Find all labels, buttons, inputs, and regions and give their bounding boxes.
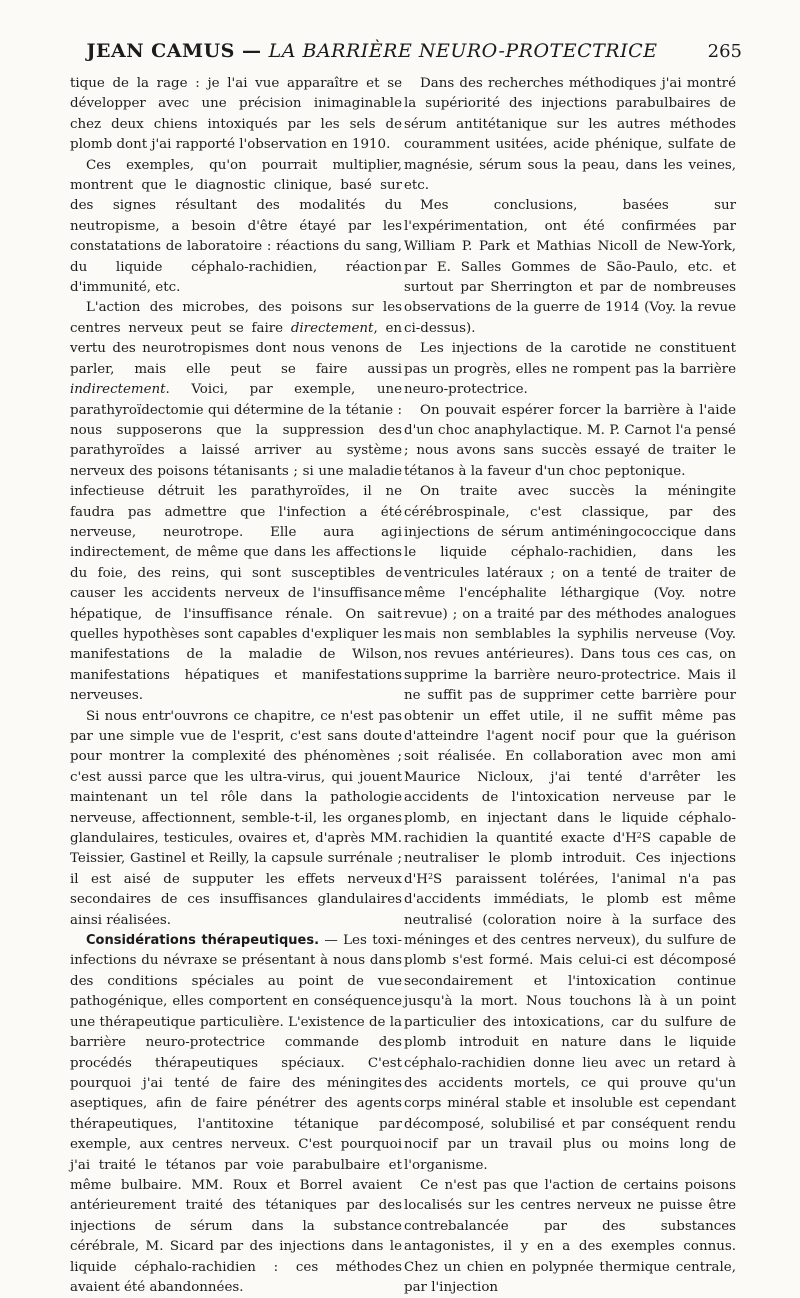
paragraph-antagonists: Ce n'est pas que l'action de certains poisons localisés sur les centres nerveux ne puisse être contrebalancée par des substances antagonistes, il y en a des exemples connus. Chez un chien en polypnée thermique centrale, par l'injection: [404, 1177, 736, 1295]
right-column: [404, 74, 736, 1298]
article-title: LA BARRIÈRE NEURO-PROTECTRICE: [268, 40, 658, 62]
running-header: [62, 40, 742, 74]
running-title: [62, 40, 682, 62]
emphasis-indirectement: indirectement: [70, 382, 166, 398]
section-heading-therapeutiques: Considérations thérapeutiques.: [86, 933, 320, 949]
author-name: JEAN CAMUS: [86, 40, 235, 62]
paragraph-ultra-virus: Si nous entr'ouvrons ce chapitre, ce n'est pas par une simple vue de l'esprit, c'est sans doute pour montrer la complexité des phénomènes ; c'est aussi parce que les ultra-virus, qui jouent maintenant un tel rôle dans la pathologie nerveuse, affectionnent, semble-t-il, les organes glandulaires, testicules, ovaires et, d'après MM. Teissier, Gastinel et Reilly, la capsule surrénale ; il est aisé de supputer les effets nerveux secondaires de ces insuffisances glandulaires ainsi réalisées.: [70, 708, 402, 928]
title-separator: —: [234, 40, 269, 62]
paragraph-conclusions: Mes conclusions, basées sur l'expérimentation, ont été confirmées par William P. Park et Mathias Nicoll de New-York, par E. Salles Gommes de São-Paulo, etc. et surtout par Sherrington et par de nombreuses observations de la guerre de 1914 (Voy. la revue ci-dessus).: [404, 198, 736, 336]
page-number: 265: [707, 41, 742, 62]
paragraph-parabulbar-injections: Dans des recherches méthodiques j'ai montré la supériorité des injections parabulbaires de sérum antitétanique sur les autres méthodes couramment usitées, acide phénique, sulfate de magnésie, sérum sous la peau, dans les veines, etc.: [404, 76, 736, 194]
paragraph-examples: Ces exemples, qu'on pourrait multiplier, montrent que le diagnostic clinique, basé sur des signes résultant des modalités du neutropisme, a besoin d'être étayé par les constatations de laboratoire : réactions du sang, du liquide céphalo-rachidien, réaction d'immunité, etc.: [70, 157, 402, 296]
paragraph-rage-continuation: tique de la rage : je l'ai vue apparaître et se développer avec une précision inimaginable chez deux chiens intoxiqués par les sels de plomb dont j'ai rapporté l'observation en 1910.: [70, 76, 402, 153]
paragraph-anaphylactic-shock: On pouvait espérer forcer la barrière à l'aide d'un choc anaphylactique. M. P. Carnot l'a pensé ; nous avons sans succès essayé de traiter le tétanos à la faveur d'un choc peptonique.: [404, 402, 736, 479]
paragraph-carotid: Les injections de la carotide ne constituent pas un progrès, elles ne rompent pas la barrière neuro-protectrice.: [404, 341, 736, 398]
paragraph-microbes-action: L'action des microbes, des poisons sur les centres nerveux peut se faire directement, en vertu des neurotropismes dont nous venons de parler, mais elle peut se faire aussi indirectement. Voici, par exemple, une parathyroïdectomie qui détermine de la tétanie : nous supposerons que la suppression des parathyroïdes a laissé arriver au système nerveux des poisons tétanisants ; si une maladie infectieuse détruit les parathyroïdes, il ne faudra pas admettre que l'infection a été nerveuse, neurotrope. Elle aura agi indirectement, de même que dans les affections du foie, des reins, qui sont susceptibles de causer les accidents nerveux de l'insuffisance hépatique, de l'insuffisance rénale. On sait quelles hypothèses sont capables d'expliquer les manifestations de la maladie de Wilson, manifestations hépatiques et manifestations nerveuses.: [70, 300, 403, 704]
left-column: [70, 74, 402, 1298]
paragraph-therapeutic-considerations: Considérations thérapeutiques. — Les toxi-infections du névraxe se présentant à nous dans des conditions spéciales au point de vue pathogénique, elles comportent en conséquence une thérapeutique particulière. L'existence de la barrière neuro-protectrice commande des procédés thérapeutiques spéciaux. C'est pourquoi j'ai tenté de faire des méningites aseptiques, afin de faire pénétrer des agents thérapeutiques, l'antitoxine tétanique par exemple, aux centres nerveux. C'est pourquoi j'ai traité le tétanos par voie parabulbaire et même bulbaire. MM. Roux et Borrel avaient antérieurement traité des tétaniques par des injections de sérum dans la substance cérébrale, M. Sicard par des injections dans le liquide céphalo-rachidien : ces méthodes avaient été abandonnées.: [70, 933, 402, 1295]
paragraph-meningitis-treatment: On traite avec succès la méningite cérébrospinale, c'est classique, par des injections de sérum antiméningococcique dans le liquide céphalo-rachidien, dans les ventricules latéraux ; on a tenté de traiter de même l'encéphalite léthargique (Voy. notre revue) ; on a traité par des méthodes analogues mais non semblables la syphilis nerveuse (Voy. nos revues antérieures). Dans tous ces cas, on supprime la barrière neuro-protectrice. Mais il ne suffit pas de supprimer cette barrière pour obtenir un effet utile, il ne suffit même pas d'atteindre l'agent nocif pour que la guérison soit réalisée. En collaboration avec mon ami Maurice Nicloux, j'ai tenté d'arrêter les accidents de l'intoxication nerveuse par le plomb, en injectant dans le liquide céphalo-rachidien la quantité exacte $d'H^2S$ capable de neutraliser le plomb introduit. Ces injections $d'H^2S$ paraissent tolérées, l'animal n'a pas d'accidents immédiats, le plomb est même neutralisé (coloration noire à la surface des méninges et des centres nerveux), du sulfure de plomb s'est formé. Mais celui-ci est décomposé secondairement et l'intoxication continue jusqu'à la mort. Nous touchons là à un point particulier des intoxications, car du sulfure de plomb introduit en nature dans le liquide céphalo-rachidien donne lieu avec un retard à des accidents mortels, ce qui prouve qu'un corps minéral stable et insoluble est cependant décomposé, solubilisé et par conséquent rendu nocif par un travail plus ou moins long de l'organisme.: [404, 484, 736, 1173]
emphasis-directement: directement: [290, 320, 374, 336]
